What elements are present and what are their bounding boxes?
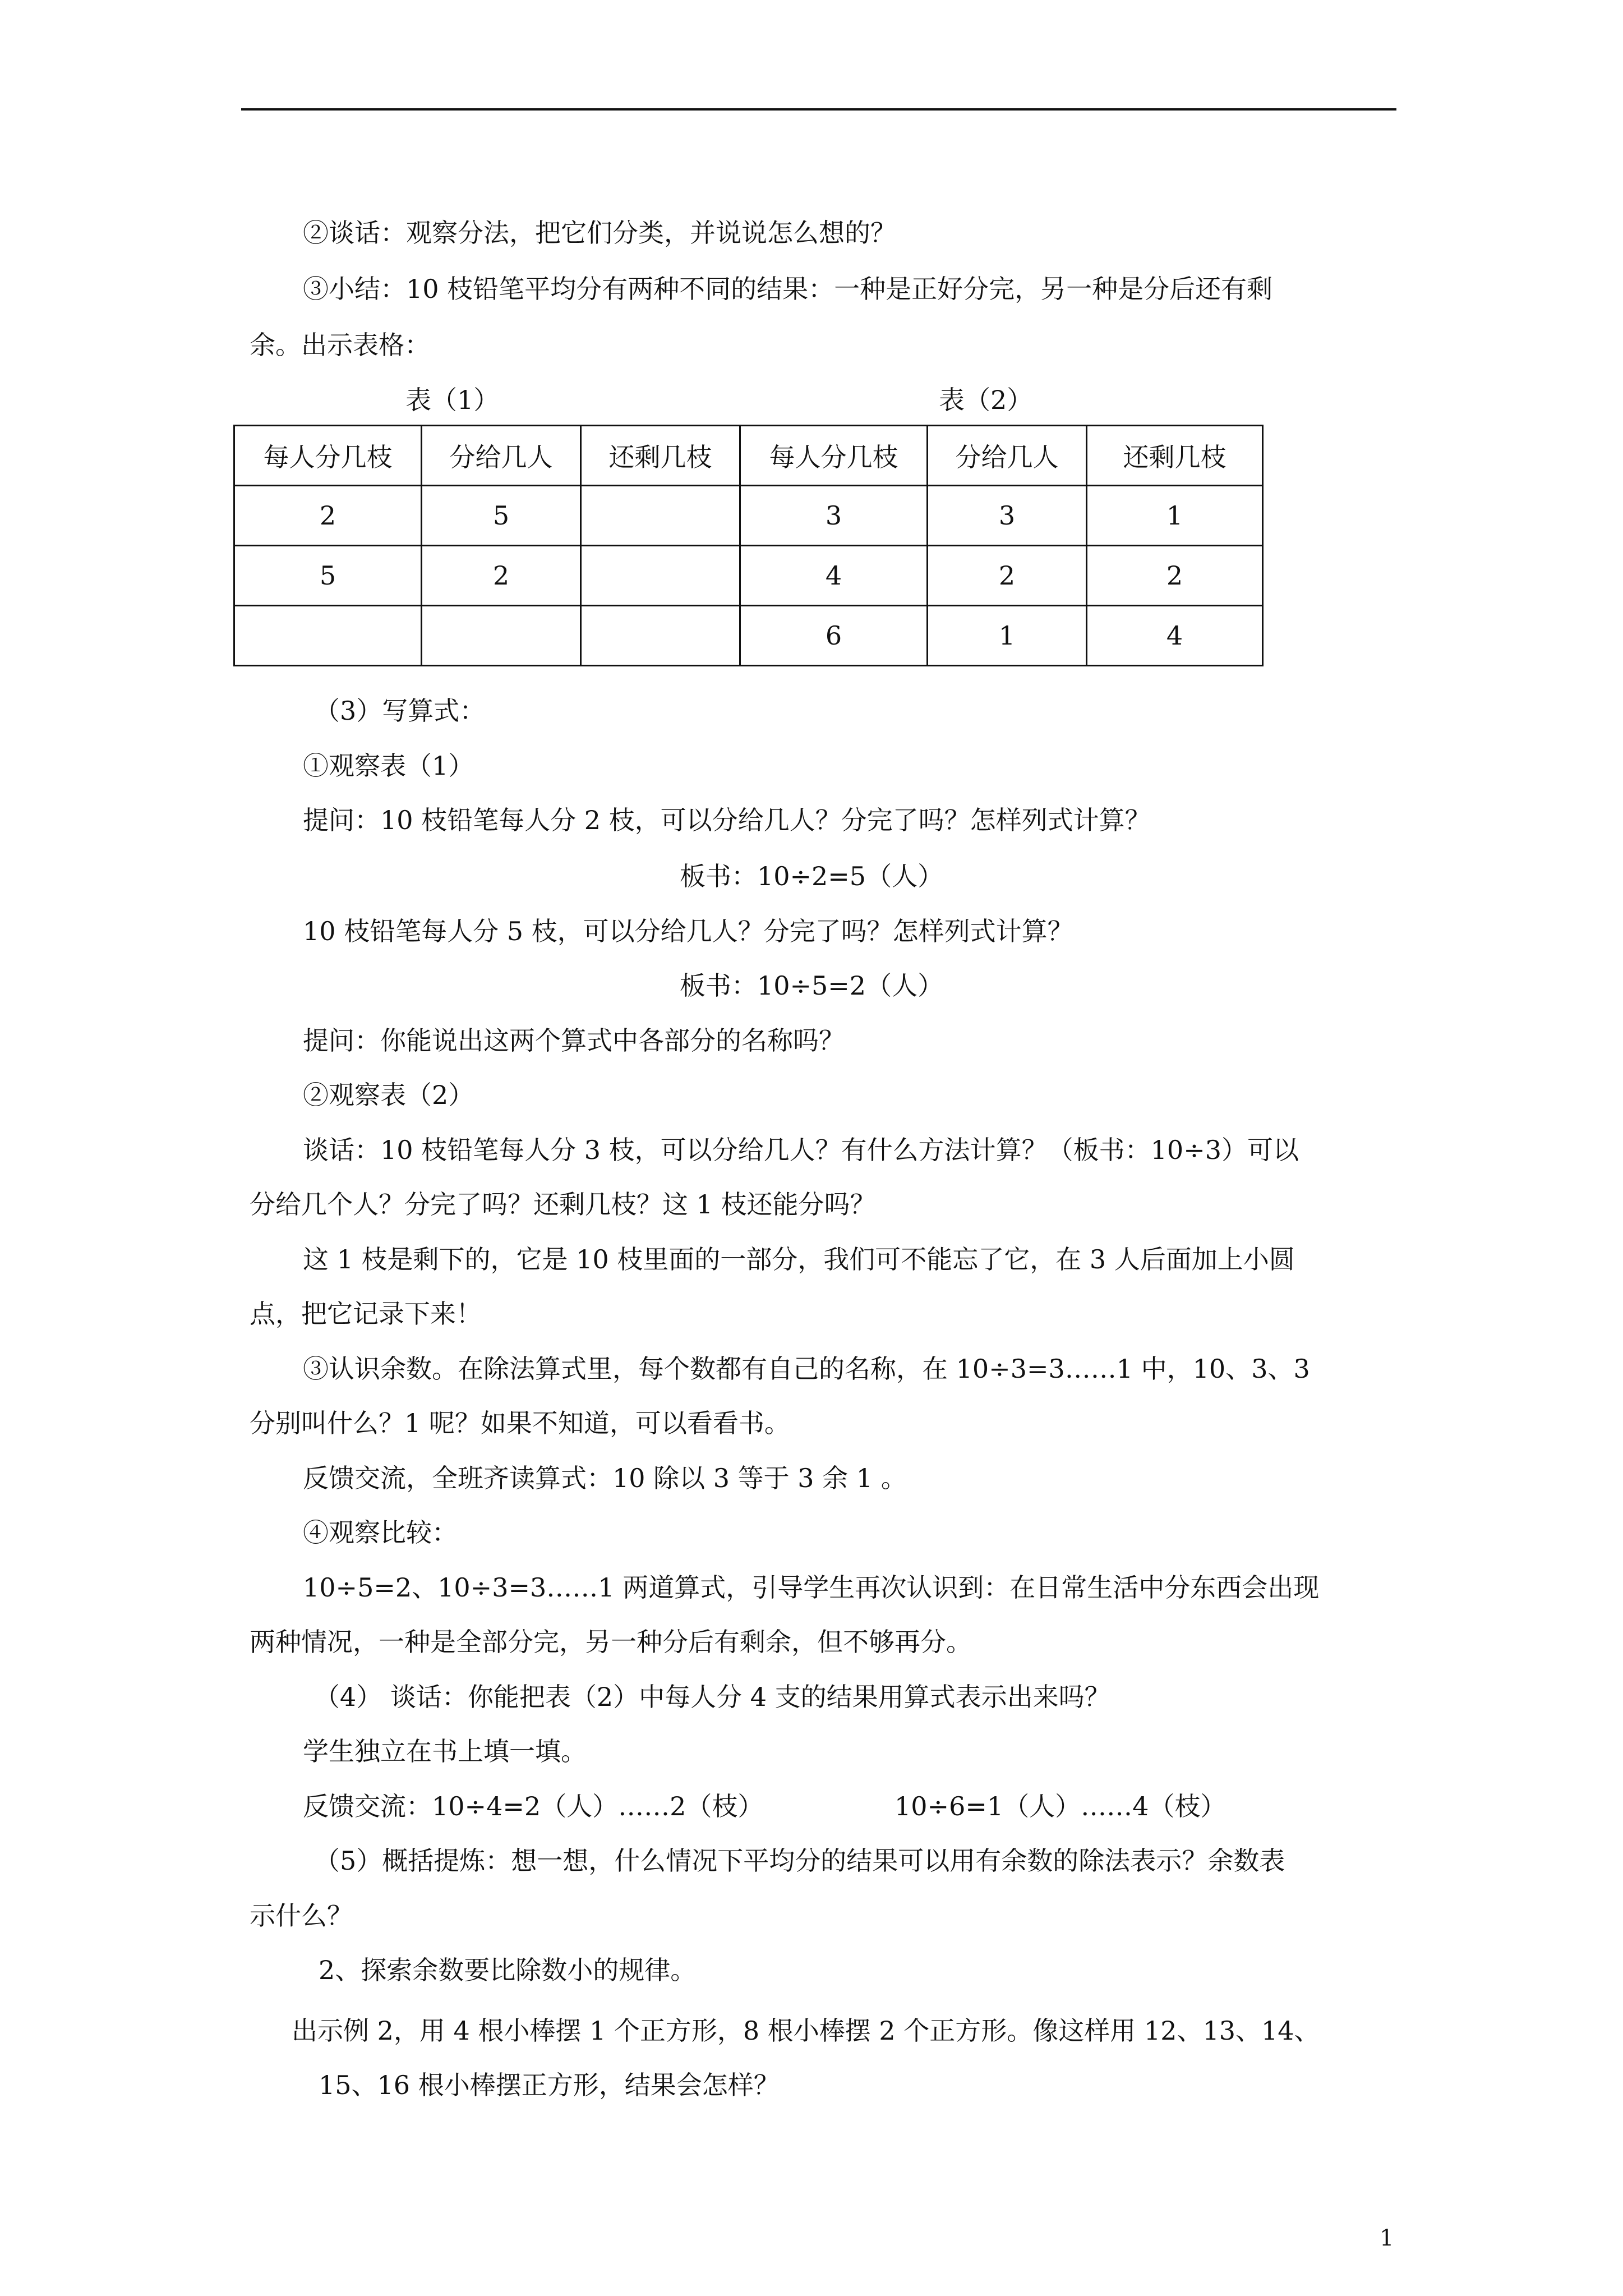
text-line: （5）概括提炼：想一想，什么情况下平均分的结果可以用有余数的除法表示？余数表 xyxy=(314,1846,1285,1876)
header-cell: 每人分几枝 xyxy=(740,426,928,486)
table-row xyxy=(234,546,1263,606)
text-line: 分别叫什么？1 呢？如果不知道，可以看看书。 xyxy=(250,1408,790,1438)
text-line: 余。出示表格： xyxy=(250,330,430,360)
table-caption-1: 表（1） xyxy=(405,385,500,415)
text-line: 谈话：10 枝铅笔每人分 3 枝，可以分给几人？有什么方法计算？（板书：10÷3）可以 xyxy=(303,1135,1299,1165)
table-cell: 5 xyxy=(234,546,422,606)
section-heading: 2、探索余数要比除数小的规律。 xyxy=(319,1955,697,1985)
text-line: ②谈话：观察分法，把它们分类，并说说怎么想的？ xyxy=(303,218,896,248)
page-number: 1 xyxy=(1380,2225,1394,2251)
table-cell: 2 xyxy=(1087,546,1263,606)
text-line: 15、16 根小棒摆正方形，结果会怎样？ xyxy=(319,2070,780,2100)
table-cell xyxy=(581,486,740,546)
text-line: 10÷5=2、10÷3=3……1 两道算式，引导学生再次认识到：在日常生活中分东西会出现 xyxy=(303,1572,1320,1603)
text-line: 10 枝铅笔每人分 5 枝，可以分给几人？分完了吗？怎样列式计算？ xyxy=(303,916,1073,946)
text-line: （3）写算式： xyxy=(314,696,486,726)
text-line: ①观察表（1） xyxy=(303,751,474,781)
header-cell: 还剩几枝 xyxy=(581,426,740,486)
header-rule xyxy=(241,108,1396,111)
table-cell: 2 xyxy=(422,546,581,606)
text-line: 出示例 2，用 4 根小棒摆 1 个正方形，8 根小棒摆 2 个正方形。像这样用 12、13、14、 xyxy=(292,2016,1320,2046)
text-line: ②观察表（2） xyxy=(303,1080,474,1110)
text-line: ③小结：10 枝铅笔平均分有两种不同的结果：一种是正好分完，另一种是分后还有剩 xyxy=(303,274,1273,304)
text-line: 提问：10 枝铅笔每人分 2 枝，可以分给几人？分完了吗？怎样列式计算？ xyxy=(303,805,1151,835)
text-line: 分给几个人？分完了吗？还剩几枝？这 1 枝还能分吗？ xyxy=(250,1189,876,1220)
table-cell: 3 xyxy=(740,486,928,546)
text-line: 这 1 枝是剩下的，它是 10 枝里面的一部分，我们可不能忘了它，在 3 人后面加上小圆 xyxy=(303,1244,1295,1274)
table-cell xyxy=(581,606,740,666)
table-cell: 4 xyxy=(1087,606,1263,666)
text-line: 反馈交流，全班齐读算式：10 除以 3 等于 3 余 1 。 xyxy=(303,1463,907,1493)
text-line: 两种情况，一种是全部分完，另一种分后有剩余，但不够再分。 xyxy=(250,1627,972,1657)
text-line: ③认识余数。在除法算式里，每个数都有自己的名称，在 10÷3=3……1 中，10、3、3 xyxy=(303,1354,1310,1384)
text-line: （4） 谈话：你能把表（2）中每人分 4 支的结果用算式表示出来吗？ xyxy=(314,1682,1110,1712)
header-cell: 分给几人 xyxy=(422,426,581,486)
table-cell: 2 xyxy=(234,486,422,546)
header-cell: 还剩几枝 xyxy=(1087,426,1263,486)
table-cell: 1 xyxy=(928,606,1087,666)
text-line: 学生独立在书上填一填。 xyxy=(303,1736,587,1766)
data-table xyxy=(233,425,1264,666)
text-line: 10÷6=1（人）……4（枝） xyxy=(895,1791,1227,1821)
table-cell xyxy=(581,546,740,606)
table-caption-2: 表（2） xyxy=(939,385,1033,415)
board-formula: 板书：10÷5=2（人） xyxy=(679,970,944,1001)
text-line: 反馈交流：10÷4=2（人）……2（枝） xyxy=(303,1791,764,1821)
header-cell: 分给几人 xyxy=(928,426,1087,486)
table-cell: 2 xyxy=(928,546,1087,606)
table-cell: 5 xyxy=(422,486,581,546)
table-cell: 1 xyxy=(1087,486,1263,546)
table-cell xyxy=(234,606,422,666)
table-cell xyxy=(422,606,581,666)
table-cell: 4 xyxy=(740,546,928,606)
table-row xyxy=(234,486,1263,546)
board-formula: 板书：10÷2=5（人） xyxy=(679,861,944,891)
text-line: ④观察比较： xyxy=(303,1517,458,1548)
table-header-row xyxy=(234,426,1263,486)
header-cell: 每人分几枝 xyxy=(234,426,422,486)
table-row xyxy=(234,606,1263,666)
text-line: 点，把它记录下来！ xyxy=(250,1299,482,1329)
text-line: 提问：你能说出这两个算式中各部分的名称吗？ xyxy=(303,1025,845,1056)
table-cell: 3 xyxy=(928,486,1087,546)
table-cell: 6 xyxy=(740,606,928,666)
text-line: 示什么？ xyxy=(250,1901,353,1931)
